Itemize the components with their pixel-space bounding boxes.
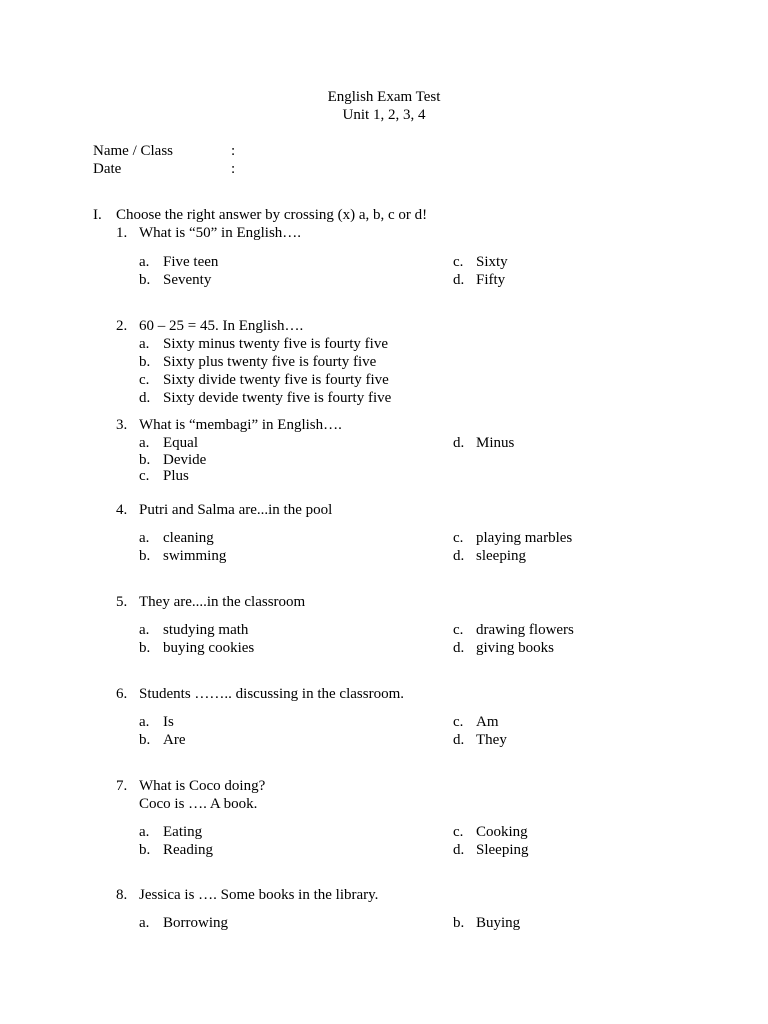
option-letter: a. <box>139 915 150 931</box>
option-text: Buying <box>476 915 521 931</box>
option-text: Seventy <box>163 272 212 288</box>
question-number: 8. <box>116 887 128 903</box>
option-text: Minus <box>476 435 515 451</box>
option-text: Reading <box>163 842 213 858</box>
option-letter: d. <box>453 640 465 656</box>
exam-subtitle: Unit 1, 2, 3, 4 <box>342 107 426 123</box>
option-text: Plus <box>163 468 189 484</box>
option-text: Devide <box>163 452 207 468</box>
option-text: sleeping <box>476 548 526 564</box>
question-number: 7. <box>116 778 128 794</box>
option-letter: a. <box>139 622 150 638</box>
question-number: 1. <box>116 225 128 241</box>
option-letter: d. <box>453 548 465 564</box>
question-number: 2. <box>116 318 128 334</box>
question-number: 4. <box>116 502 128 518</box>
option-letter: b. <box>139 548 151 564</box>
option-text: Sixty divide twenty five is fourty five <box>163 372 389 388</box>
question-text: Students …….. discussing in the classroom. <box>139 686 404 702</box>
section-instruction: Choose the right answer by crossing (x) a, b, c or d! <box>116 207 428 223</box>
question-text: Jessica is …. Some books in the library. <box>139 887 379 903</box>
option-text: Sixty minus twenty five is fourty five <box>163 336 388 352</box>
option-text: Am <box>476 714 499 730</box>
option-text: playing marbles <box>476 530 573 546</box>
option-letter: d. <box>453 435 465 451</box>
option-letter: a. <box>139 530 150 546</box>
option-letter: c. <box>139 372 150 388</box>
option-text: Is <box>163 714 174 730</box>
option-letter: a. <box>139 336 150 352</box>
section-number: I. <box>93 207 102 223</box>
option-letter: c. <box>139 468 150 484</box>
option-letter: d. <box>453 732 465 748</box>
question-number: 3. <box>116 417 128 433</box>
option-letter: a. <box>139 714 150 730</box>
option-text: They <box>476 732 507 748</box>
option-letter: b. <box>139 842 151 858</box>
date-label: Date <box>93 161 122 177</box>
option-letter: b. <box>139 272 151 288</box>
option-letter: c. <box>453 530 464 546</box>
option-letter: b. <box>139 640 151 656</box>
question-text: Putri and Salma are...in the pool <box>139 502 333 518</box>
option-text: buying cookies <box>163 640 255 656</box>
question-number: 5. <box>116 594 128 610</box>
option-letter: b. <box>453 915 465 931</box>
option-text: Equal <box>163 435 198 451</box>
option-text: swimming <box>163 548 227 564</box>
option-letter: b. <box>139 732 151 748</box>
question-text: What is “50” in English…. <box>139 225 302 241</box>
question-text: What is Coco doing? <box>139 778 266 794</box>
option-text: Are <box>163 732 186 748</box>
option-text: Five teen <box>163 254 219 270</box>
option-letter: d. <box>453 842 465 858</box>
option-letter: c. <box>453 254 464 270</box>
option-text: Sixty devide twenty five is fourty five <box>163 390 392 406</box>
name-class-label: Name / Class <box>93 143 173 159</box>
option-letter: c. <box>453 622 464 638</box>
exam-title: English Exam Test <box>327 89 441 105</box>
option-letter: a. <box>139 254 150 270</box>
option-text: Cooking <box>476 824 528 840</box>
option-text: Borrowing <box>163 915 228 931</box>
option-text: Fifty <box>476 272 506 288</box>
question-text: What is “membagi” in English…. <box>139 417 342 433</box>
option-letter: b. <box>139 354 151 370</box>
question-text-line-2: Coco is …. A book. <box>139 796 258 812</box>
option-text: cleaning <box>163 530 214 546</box>
question-text: 60 – 25 = 45. In English…. <box>139 318 304 334</box>
option-text: giving books <box>476 640 554 656</box>
option-text: Sixty <box>476 254 508 270</box>
option-text: Eating <box>163 824 203 840</box>
option-text: Sixty plus twenty five is fourty five <box>163 354 377 370</box>
option-text: studying math <box>163 622 249 638</box>
option-letter: d. <box>453 272 465 288</box>
option-letter: b. <box>139 452 151 468</box>
option-text: drawing flowers <box>476 622 574 638</box>
option-letter: c. <box>453 714 464 730</box>
option-letter: c. <box>453 824 464 840</box>
date-colon: : <box>231 161 236 177</box>
option-letter: d. <box>139 390 151 406</box>
option-text: Sleeping <box>476 842 529 858</box>
name-class-colon: : <box>231 143 236 159</box>
option-letter: a. <box>139 435 150 451</box>
question-text: They are....in the classroom <box>139 594 306 610</box>
option-letter: a. <box>139 824 150 840</box>
question-number: 6. <box>116 686 128 702</box>
